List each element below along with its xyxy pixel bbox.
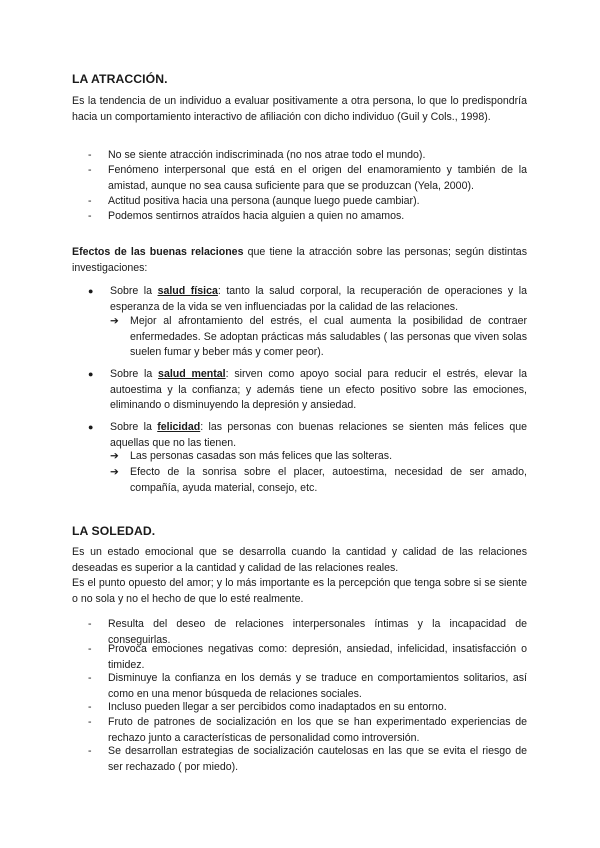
effect-item-happiness: ● Sobre la felicidad: las personas con buenas relaciones se sienten más felices que aquellas que no las tienen. [88,421,528,449]
dash-marker: - [88,643,92,655]
dash-marker: - [88,745,92,757]
effects-intro: Efectos de las buenas relaciones que tiene la atracción sobre las personas; según distintas investigaciones: [72,246,527,274]
list-item: - Incluso pueden llegar a ser percibidos como inadaptados en su entorno. [88,700,527,716]
keyword-mental-health: salud mental [158,368,226,380]
dash-marker: - [88,164,92,176]
bullet-marker: ● [88,422,94,432]
list-item: - Fenómeno interpersonal que está en el origen del enamoramiento y también de la amistad, aunque no sea causa suficiente para que se produzcan (Yela, 2000). [88,164,527,192]
list-item: - Disminuye la confianza en los demás y se traduce en comportamientos solitarios, así como en una menor búsqueda de relaciones sociales. [88,672,527,700]
list-item: - Fruto de patrones de socialización en los que se han experimentado experiencias de rechazo junto a características de personalidad como introversión. [88,716,527,744]
section-title-attraction: LA ATRACCIÓN. [72,72,168,86]
keyword-happiness: felicidad [157,421,201,433]
dash-marker: - [88,195,92,207]
effect-subitem: ➔ Las personas casadas son más felices que las solteras. [110,449,527,465]
dash-marker: - [88,618,92,630]
arrow-marker: ➔ [110,450,119,462]
section-title-loneliness: LA SOLEDAD. [72,524,156,538]
effect-subitem: ➔ Efecto de la sonrisa sobre el placer, autoestima, necesidad de ser amado, compañía, ayuda material, consejo, etc. [110,466,527,494]
dash-marker: - [88,149,92,161]
arrow-marker: ➔ [110,315,119,327]
dash-marker: - [88,210,92,222]
loneliness-definition-2: Es el punto opuesto del amor; y lo más importante es la percepción que tenga sobre si se siente o no sola y no el hecho de que lo esté realmente. [72,577,527,605]
list-item: - Provoca emociones negativas como: depresión, ansiedad, infelicidad, insatisfacción o timidez. [88,643,527,671]
keyword-physical-health: salud física [157,285,218,297]
loneliness-definition: Es un estado emocional que se desarrolla cuando la cantidad y calidad de las relaciones deseadas es superior a la cantidad y calidad de las relaciones reales. [72,546,527,574]
bullet-marker: ● [88,286,94,296]
effects-intro-bold: Efectos de las buenas relaciones [72,246,244,258]
list-item: - Actitud positiva hacia una persona (aunque luego puede cambiar). [88,194,527,210]
attraction-definition: Es la tendencia de un individuo a evaluar positivamente a otra persona, lo que lo predispondría hacia un comportamiento interactivo de afiliación con dicho individuo (Guil y Cols., 1998). [72,95,527,123]
effect-subitem: ➔ Mejor al afrontamiento del estrés, el cual aumenta la posibilidad de contraer enfermedades. Se adoptan prácticas más saludables ( las personas que viven solas suelen fumar y beber más y comer peor). [110,315,527,358]
list-item: - No se siente atracción indiscriminada (no nos atrae todo el mundo). [88,148,527,164]
dash-marker: - [88,672,92,684]
arrow-marker: ➔ [110,466,119,478]
effect-item-physical-health: ● Sobre la salud física: tanto la salud corporal, la recuperación de operaciones y la esperanza de la vida se ven influenciadas por la calidad de las relaciones. [88,285,527,313]
list-item: - Resulta del deseo de relaciones interpersonales íntimas y la incapacidad de conseguirlas. [88,618,527,646]
list-item: - Se desarrollan estrategias de socialización cautelosas en las que se evita el riesgo de ser rechazado ( por miedo). [88,745,527,773]
dash-marker: - [88,701,92,713]
list-item: - Podemos sentirnos atraídos hacia alguien a quien no amamos. [88,209,527,225]
dash-marker: - [88,716,92,728]
bullet-marker: ● [88,369,94,379]
effect-item-mental-health: ● Sobre la salud mental: sirven como apoyo social para reducir el estrés, elevar la autoestima y la confianza; y además tiene un efecto positivo sobre las emociones, eliminando o disminuyendo la depresión y ansiedad. [88,368,527,411]
